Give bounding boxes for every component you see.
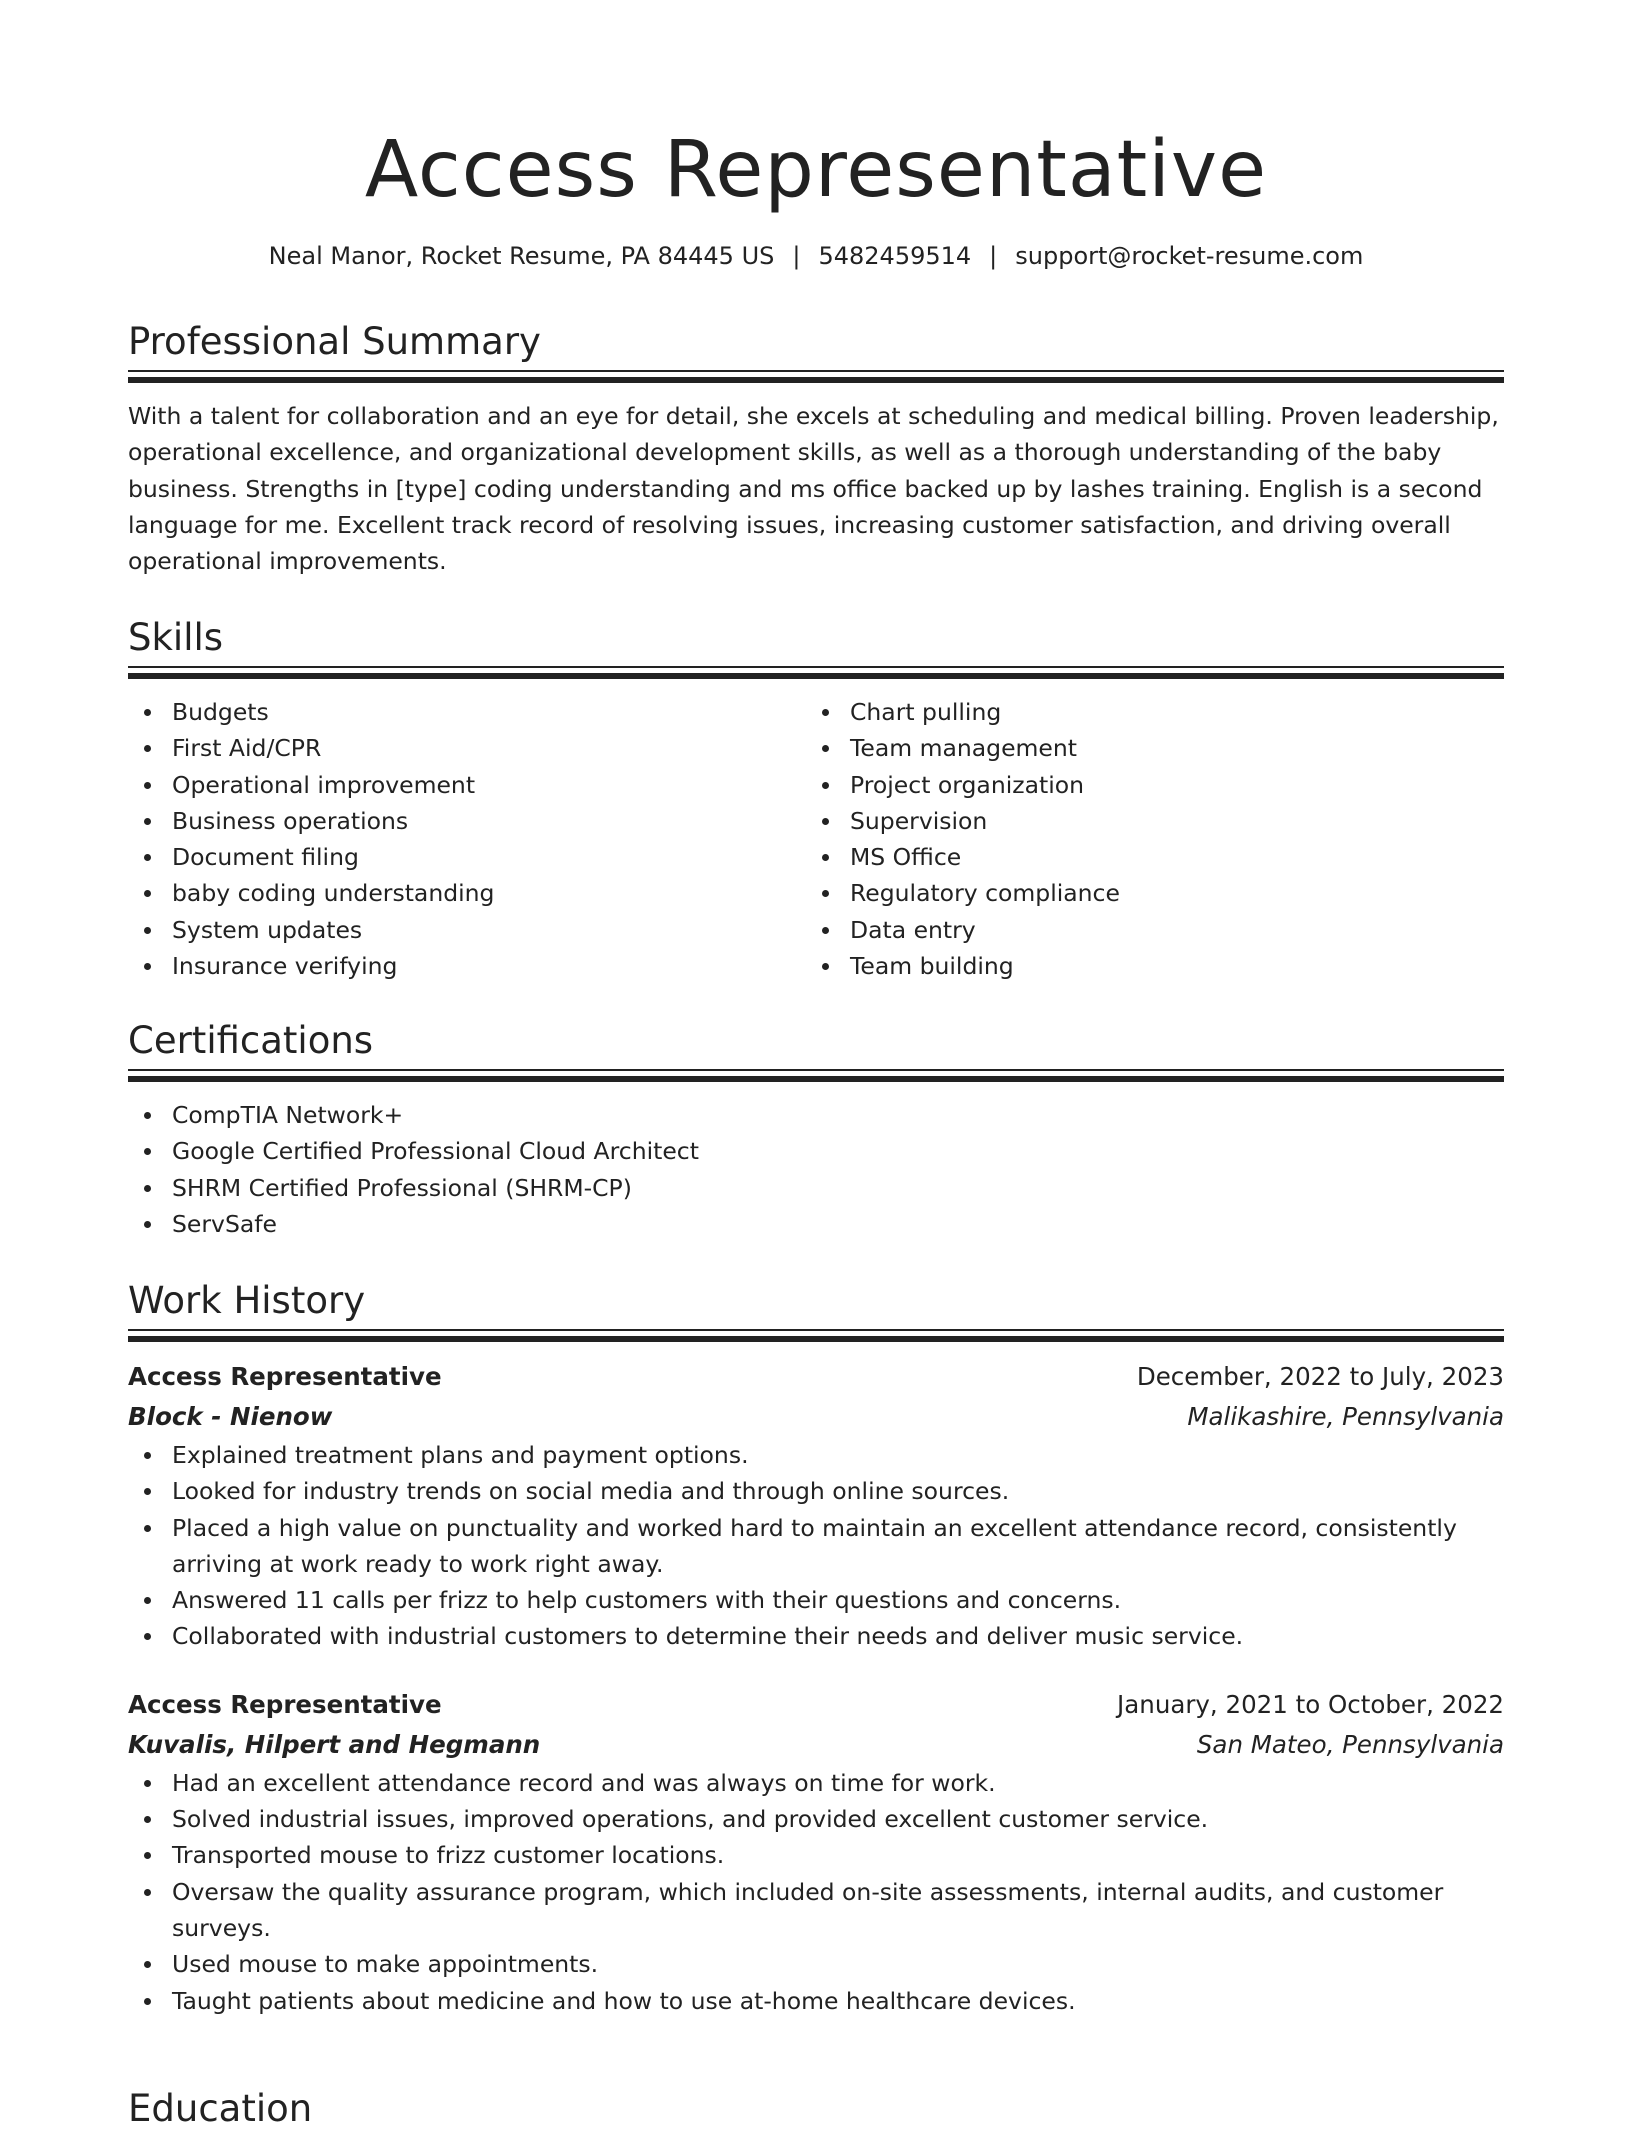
skill-item: Chart pulling [806,694,1484,730]
certifications-list [128,1097,1504,1242]
certifications-section [128,1017,1504,1242]
summary-text: With a talent for collaboration and an eye for detail, she excels at scheduling and medical billing. Proven leadership, operational excellence, and organizational development skills, as well as a thorough understanding of the baby business. Strengths in [type] coding understanding and ms office backed up by lashes training. English is a second language for me. Excellent track record of resolving issues, increasing customer satisfaction, and driving overall operational improvements. [128,402,1499,576]
skill-item: Team management [806,730,1484,766]
education-section [128,2085,1504,2137]
job-duty: Oversaw the quality assurance program, which included on-site assessments, internal audits, and customer surveys. [128,1874,1504,1947]
job-duty: Placed a high value on punctuality and worked hard to maintain an excellent attendance record, consistently arriving at work ready to work right away. [128,1510,1504,1583]
job-company: Kuvalis, Hilpert and Hegmann [128,1729,541,1759]
skill-item: Operational improvement [128,767,806,803]
job-duty: Transported mouse to frizz customer locations. [128,1837,1504,1873]
section-divider [128,370,1504,384]
job-dates: December, 2022 to July, 2023 [1136,1362,1504,1391]
certifications-heading: Certifications [128,1019,374,1062]
contact-separator: | [792,242,801,270]
skills-list-left [128,694,806,984]
job-entry [128,1357,1504,1655]
job-company: Block - Nienow [128,1402,333,1431]
contact-address: Neal Manor, Rocket Resume, PA 84445 US [268,242,775,270]
skills-heading: Skills [128,616,224,659]
skill-item: Team building [806,948,1484,984]
skill-item: Insurance verifying [128,948,806,984]
skill-item: Supervision [806,803,1484,839]
skills-columns [128,694,1504,984]
summary-section [128,318,1504,579]
job-location: Malikashire, Pennsylvania [1187,1402,1504,1431]
certification-item: CompTIA Network+ [128,1097,1504,1133]
job-duty: Looked for industry trends on social media and through online sources. [128,1473,1504,1509]
job-header [128,1685,1504,1725]
summary-heading: Professional Summary [128,320,541,363]
skill-item: baby coding understanding [128,875,806,911]
skill-item: First Aid/CPR [128,730,806,766]
job-duty: Taught patients about medicine and how to use at-home healthcare devices. [128,1983,1504,2019]
job-duty: Had an excellent attendance record and was always on time for work. [128,1765,1504,1801]
certification-item: SHRM Certified Professional (SHRM-CP) [128,1170,1504,1206]
section-divider [128,1069,1504,1083]
certification-item: Google Certified Professional Cloud Architect [128,1133,1504,1169]
job-dates: January, 2021 to October, 2022 [1117,1689,1504,1719]
skills-section [128,614,1504,984]
job-entry [128,1685,1504,2019]
contact-email: support@rocket-resume.com [1015,242,1364,270]
skill-item: Project organization [806,767,1484,803]
contact-phone: 5482459514 [818,242,972,270]
job-duties [128,1437,1504,1655]
job-duty: Answered 11 calls per frizz to help customers with their questions and concerns. [128,1582,1504,1618]
work-history-section [128,1277,1504,2019]
skill-item: Document filing [128,839,806,875]
section-divider [128,1329,1504,1343]
job-duty: Explained treatment plans and payment options. [128,1437,1504,1473]
job-duties [128,1765,1504,2019]
job-header [128,1357,1504,1397]
job-subheader [128,1725,1504,1765]
section-divider [128,666,1504,680]
skill-item: Data entry [806,912,1484,948]
contact-separator: | [989,242,998,270]
work-history-heading: Work History [128,1279,366,1322]
certification-item: ServSafe [128,1206,1504,1242]
contact-line [128,238,1504,274]
resume-title: Access Representative [364,125,1268,215]
education-heading: Education [128,2087,313,2130]
skill-item: Budgets [128,694,806,730]
job-duty: Used mouse to make appointments. [128,1946,1504,1982]
skill-item: MS Office [806,839,1484,875]
job-subheader [128,1397,1504,1437]
job-location: San Mateo, Pennsylvania [1196,1729,1504,1759]
skills-list-right [806,694,1484,984]
job-duty: Solved industrial issues, improved operations, and provided excellent customer service. [128,1801,1504,1837]
skill-item: Business operations [128,803,806,839]
job-title: Access Representative [128,1362,442,1391]
skill-item: Regulatory compliance [806,875,1484,911]
job-title: Access Representative [128,1689,442,1719]
job-duty: Collaborated with industrial customers to determine their needs and deliver music service. [128,1618,1504,1654]
skill-item: System updates [128,912,806,948]
